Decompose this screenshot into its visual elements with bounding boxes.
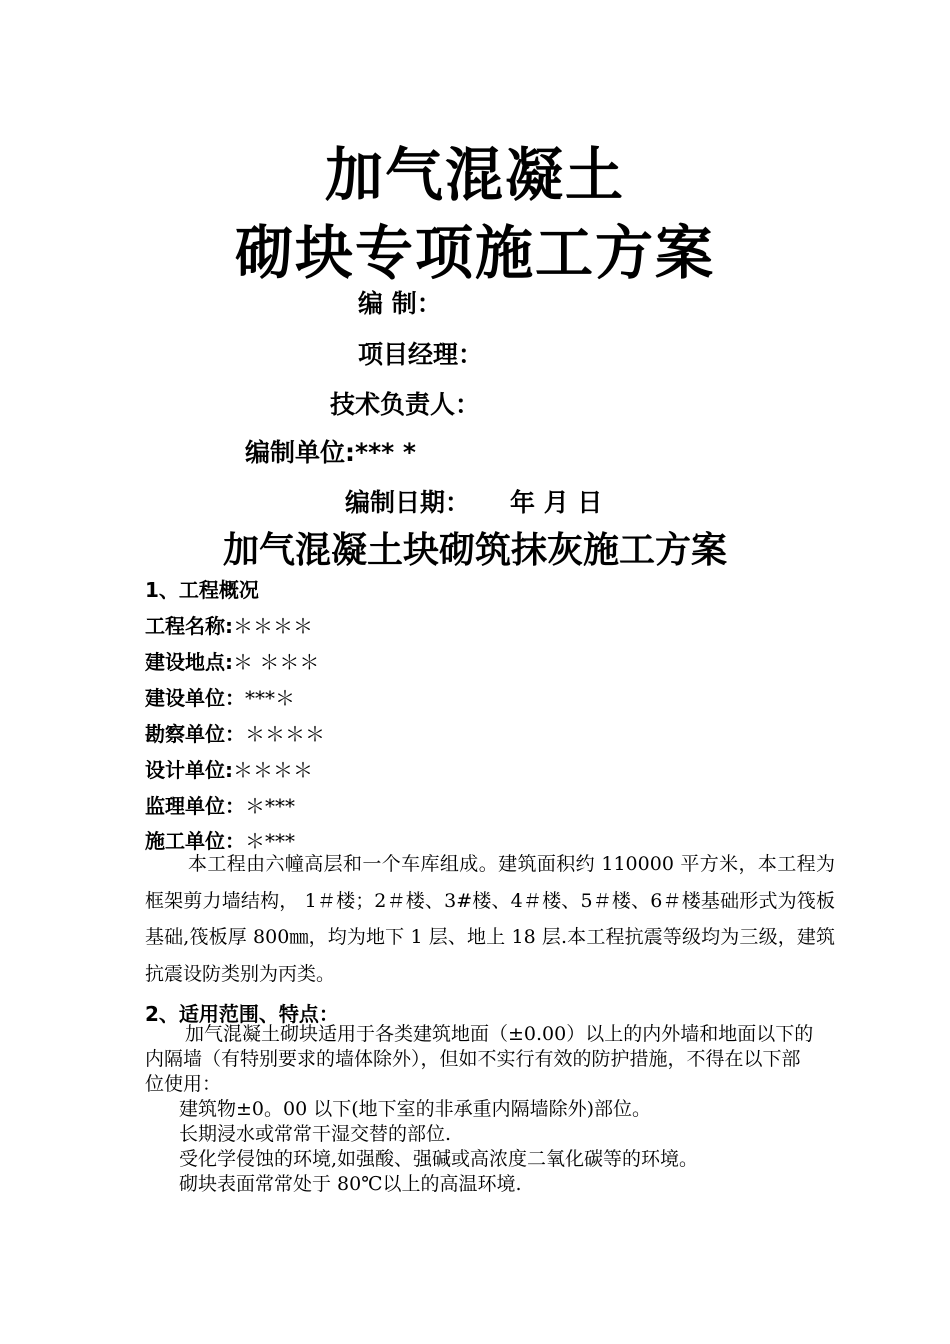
field-key: 施工单位： bbox=[145, 829, 245, 853]
field-value: ＊*** bbox=[245, 829, 295, 853]
field-value: ＊＊＊＊ bbox=[245, 722, 325, 746]
field-key: 工程名称: bbox=[145, 614, 233, 638]
compile-date-parts: 年 月 日 bbox=[510, 488, 603, 517]
field-value: ＊＊＊＊ bbox=[233, 614, 313, 638]
field-value: ＊＊＊＊ bbox=[233, 758, 313, 782]
cover-title-line2: 砌块专项施工方案 bbox=[234, 219, 715, 287]
section-1-heading: 1、工程概况 bbox=[145, 578, 259, 602]
field-survey-unit bbox=[145, 718, 325, 747]
scope-block bbox=[145, 1022, 815, 1197]
project-manager-label: 项目经理： bbox=[358, 340, 484, 369]
field-value: ＊*** bbox=[245, 794, 295, 818]
field-project-name bbox=[145, 610, 313, 639]
overview-paragraph-block bbox=[145, 846, 835, 992]
compile-date-label: 编制日期： bbox=[345, 488, 471, 517]
overview-paragraph: 本工程由六幢高层和一个车库组成。建筑面积约 110000 平方米，本工程为框架剪力墙结构， 1＃楼；2＃楼、3#楼、4＃楼、5＃楼、6＃楼基础形式为筏板基础,筏板厚 800㎜，均为地下 1 层、地上 18 层.本工程抗震等级均为三级，建筑抗震设防类别为丙类。 bbox=[145, 853, 835, 985]
field-value: ＊ ＊＊＊ bbox=[233, 650, 320, 674]
field-design-unit bbox=[145, 754, 313, 783]
cover-title-line1: 加气混凝土 bbox=[324, 141, 625, 209]
field-key: 监理单位： bbox=[145, 794, 245, 818]
scope-item: 受化学侵蚀的环境,如强酸、强碱或高浓度二氧化碳等的环境。 bbox=[179, 1148, 699, 1170]
compiling-unit-label: 编制单位:*** * bbox=[245, 438, 416, 467]
compiler-label: 编 制： bbox=[358, 289, 442, 318]
field-key: 建设地点: bbox=[145, 650, 233, 674]
field-value: ***＊ bbox=[245, 686, 295, 710]
field-supervision-unit bbox=[145, 790, 295, 819]
scope-item: 长期浸水或常常干湿交替的部位. bbox=[179, 1123, 452, 1145]
tech-lead-label: 技术负责人： bbox=[330, 390, 481, 419]
field-key: 勘察单位： bbox=[145, 722, 245, 746]
field-owner bbox=[145, 682, 295, 711]
field-location bbox=[145, 646, 319, 675]
scope-item: 砌块表面常常处于 80℃以上的高温环境. bbox=[179, 1173, 522, 1195]
field-key: 建设单位： bbox=[145, 686, 245, 710]
document-subtitle: 加气混凝土块砌筑抹灰施工方案 bbox=[222, 530, 727, 571]
scope-item: 建筑物±0。00 以下(地下室的非承重内隔墙除外)部位。 bbox=[179, 1098, 652, 1120]
section-2-heading: 2、适用范围、特点： bbox=[145, 1002, 339, 1026]
scope-paragraph: 加气混凝土砌块适用于各类建筑地面（±0.00）以上的内外墙和地面以下的内隔墙（有特别要求的墙体除外），但如不实行有效的防护措施，不得在以下部位使用： bbox=[145, 1023, 814, 1095]
field-key: 设计单位: bbox=[145, 758, 233, 782]
